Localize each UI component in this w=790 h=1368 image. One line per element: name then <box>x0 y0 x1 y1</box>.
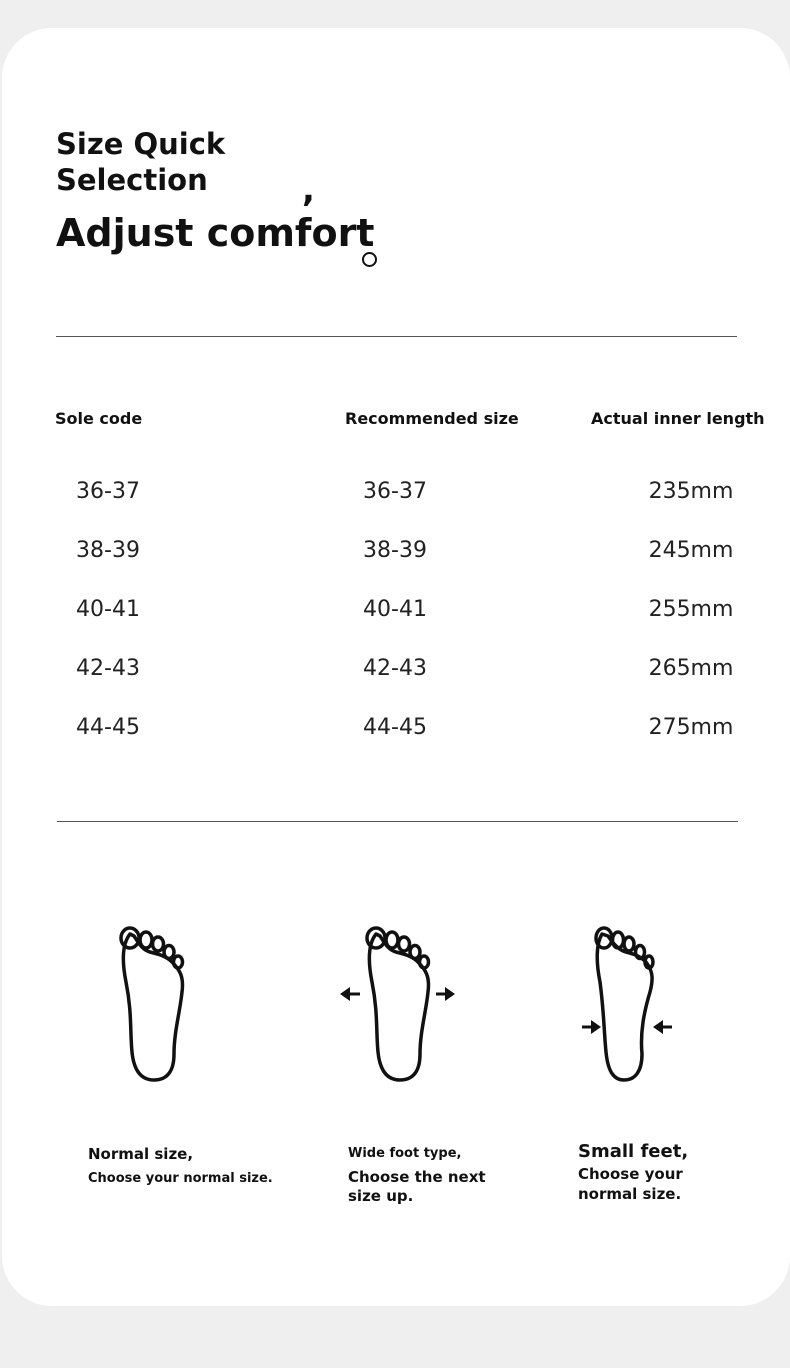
sole-code-cell: 44-45 <box>76 715 140 740</box>
small-foot-caption: Small feet, Choose your normal size. <box>578 1141 689 1203</box>
page-subtitle: Adjust comfort <box>56 211 375 255</box>
wide-foot-icon <box>338 922 468 1088</box>
small-foot-icon <box>578 922 678 1088</box>
inner-length-cell: 275mm <box>648 715 734 740</box>
page-title: Size Quick Selection <box>56 127 226 197</box>
recommended-size-cell: 42-43 <box>363 656 427 681</box>
inner-length-cell: 255mm <box>648 597 734 622</box>
arrow-left-icon <box>340 987 360 1001</box>
title-comma: , <box>302 170 315 210</box>
divider-top <box>56 336 737 337</box>
recommended-size-cell: 44-45 <box>363 715 427 740</box>
arrow-right-icon <box>436 987 455 1001</box>
inner-length-cell: 265mm <box>648 656 734 681</box>
header-inner-length: Actual inner length <box>591 409 765 428</box>
sole-code-cell: 36-37 <box>76 479 140 504</box>
recommended-size-cell: 36-37 <box>363 479 427 504</box>
normal-foot-icon <box>110 922 200 1088</box>
recommended-size-cell: 38-39 <box>363 538 427 563</box>
full-stop-mark <box>362 252 377 267</box>
sole-code-cell: 38-39 <box>76 538 140 563</box>
sole-code-cell: 40-41 <box>76 597 140 622</box>
inner-length-cell: 235mm <box>648 479 734 504</box>
arrow-inward-right-icon <box>653 1020 672 1034</box>
inner-length-cell: 245mm <box>648 538 734 563</box>
sole-code-cell: 42-43 <box>76 656 140 681</box>
divider-bottom <box>57 821 738 822</box>
recommended-size-cell: 40-41 <box>363 597 427 622</box>
header-recommended-size: Recommended size <box>345 409 519 428</box>
header-sole-code: Sole code <box>55 409 143 428</box>
normal-foot-caption: Normal size, Choose your normal size. <box>88 1145 273 1186</box>
wide-foot-caption: Wide foot type, Choose the next size up. <box>348 1146 486 1206</box>
arrow-inward-left-icon <box>582 1020 601 1034</box>
